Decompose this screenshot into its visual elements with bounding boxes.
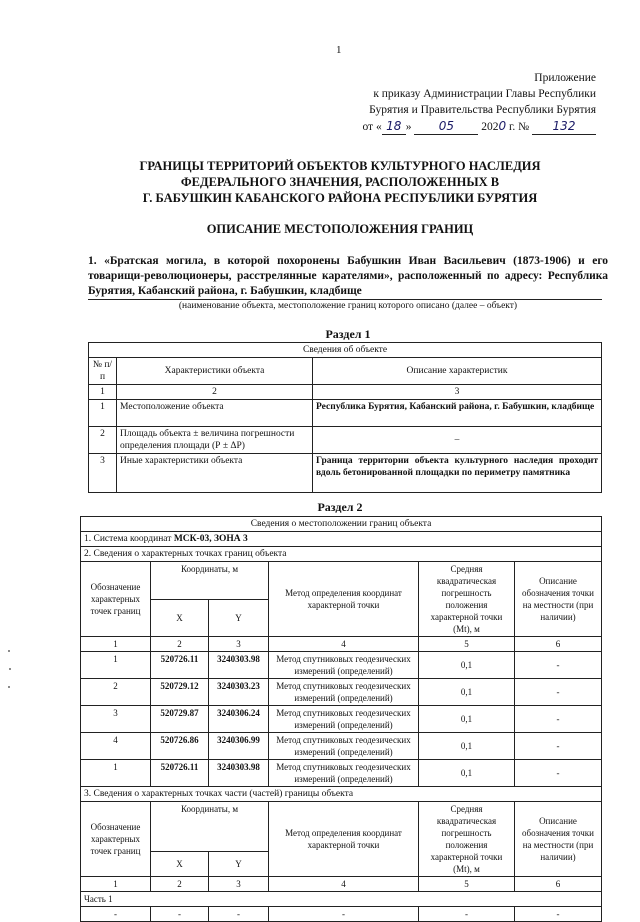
index-cell: 2	[117, 385, 313, 400]
point-id: 1	[81, 652, 151, 679]
part-col-x-header: X	[151, 852, 209, 877]
table-row	[81, 802, 602, 852]
coord-system-label: 1. Система координат	[84, 534, 172, 544]
annex-title: Приложение	[534, 72, 596, 84]
document-title	[60, 158, 620, 206]
row-number: 1	[89, 400, 117, 427]
index-cell: 6	[515, 637, 602, 652]
point-x: 520726.86	[151, 733, 209, 760]
point-x: 520726.11	[151, 760, 209, 787]
annex-line-1: к приказу Администрации Главы Республики	[373, 88, 596, 100]
index-cell: 5	[419, 877, 515, 892]
coord-system-row	[81, 532, 602, 547]
page-number: 1	[336, 44, 342, 56]
col-method-header: Метод определения координат характерной точки	[269, 562, 419, 637]
point-id: 4	[81, 733, 151, 760]
table-row	[89, 400, 602, 427]
table-row	[81, 532, 602, 547]
order-year-digit: 0	[498, 119, 507, 133]
col-error-header: Средняя квадратическая погрешность положения характерной точки (Mt), м	[419, 562, 515, 637]
section-2-header: Сведения о местоположении границ объекта	[81, 517, 602, 532]
point-method: Метод спутниковых геодезических измерений (определений)	[269, 652, 419, 679]
table-row	[81, 907, 602, 922]
index-cell: 1	[81, 877, 151, 892]
part-dash-cell: -	[419, 907, 515, 922]
point-method: Метод спутниковых геодезических измерений (определений)	[269, 706, 419, 733]
order-from: от «	[362, 121, 382, 133]
order-month: 05	[414, 118, 478, 135]
row-number: 3	[89, 454, 117, 493]
table-row	[81, 706, 602, 733]
col-desc-header: Описание обозначения точки на местности (при наличии)	[515, 562, 602, 637]
index-cell: 3	[209, 637, 269, 652]
table-row	[81, 652, 602, 679]
part-dash-cell: -	[81, 907, 151, 922]
row-characteristic: Иные характеристики объекта	[117, 454, 313, 493]
part-col-designation-header: Обозначение характерных точек границ	[81, 802, 151, 877]
point-x: 520729.12	[151, 679, 209, 706]
annex-block	[276, 70, 596, 135]
row-characteristic: Местоположение объекта	[117, 400, 313, 427]
point-y: 3240303.23	[209, 679, 269, 706]
table-row	[89, 343, 602, 358]
point-x: 520726.11	[151, 652, 209, 679]
row-description: Республика Бурятия, Кабанский района, г. Бабушкин, кладбище	[313, 400, 602, 427]
index-cell: 6	[515, 877, 602, 892]
table-row	[81, 517, 602, 532]
section-1-title: Раздел 1	[325, 327, 371, 341]
table-row	[89, 385, 602, 400]
row-description: –	[313, 427, 602, 454]
annex-order-line	[276, 118, 596, 135]
part-col-coords-header: Координаты, м	[151, 802, 269, 852]
part-col-error-header: Средняя квадратическая погрешность положения характерной точки (Mt), м	[419, 802, 515, 877]
point-method: Метод спутниковых геодезических измерений (определений)	[269, 760, 419, 787]
title-line-2: ФЕДЕРАЛЬНОГО ЗНАЧЕНИЯ, РАСПОЛОЖЕННЫХ В	[180, 175, 500, 189]
order-day: 18	[382, 118, 406, 135]
table-row	[81, 892, 602, 907]
table-row	[81, 637, 602, 652]
table-row	[81, 562, 602, 600]
object-description: 1. «Братская могила, в которой похоронены Бабушкин Иван Васильевич (1873-1906) и его товарищи-революционеры, расстрелянные карателями», расположенный по адресу: Республика Бурятия, Кабанский района, г. Бабушкин, кладбище	[88, 255, 608, 297]
point-mt: 0,1	[419, 733, 515, 760]
col-designation-header: Обозначение характерных точек границ	[81, 562, 151, 637]
document-subtitle: ОПИСАНИЕ МЕСТОПОЛОЖЕНИЯ ГРАНИЦ	[206, 222, 474, 236]
scan-speck	[8, 650, 10, 652]
index-cell: 4	[269, 637, 419, 652]
row-number: 2	[89, 427, 117, 454]
point-x: 520729.87	[151, 706, 209, 733]
point-id: 2	[81, 679, 151, 706]
object-underline	[88, 299, 602, 300]
order-quote-close: »	[405, 121, 412, 133]
point-method: Метод спутниковых геодезических измерений (определений)	[269, 679, 419, 706]
points-header: 2. Сведения о характерных точках границ объекта	[81, 547, 602, 562]
table-row	[81, 877, 602, 892]
point-y: 3240306.99	[209, 733, 269, 760]
part-dash-cell: -	[209, 907, 269, 922]
table-row	[81, 679, 602, 706]
part-dash-cell: -	[269, 907, 419, 922]
part-dash-cell: -	[151, 907, 209, 922]
part-col-method-header: Метод определения координат характерной точки	[269, 802, 419, 877]
point-mt: 0,1	[419, 706, 515, 733]
row-characteristic: Площадь объекта ± величина погрешности определения площади (Р ± ΔР)	[117, 427, 313, 454]
order-year-prefix: 202	[481, 121, 499, 133]
title-line-3: Г. БАБУШКИН КАБАНСКОГО РАЙОНА РЕСПУБЛИКИ БУРЯТИЯ	[142, 191, 538, 205]
col-coords-header: Координаты, м	[151, 562, 269, 600]
col-x-header: X	[151, 600, 209, 637]
part-dash-cell: -	[515, 907, 602, 922]
index-cell: 5	[419, 637, 515, 652]
point-y: 3240303.98	[209, 652, 269, 679]
table-row	[81, 760, 602, 787]
col-num-header: № п/п	[89, 358, 117, 385]
section-2-table	[80, 516, 602, 922]
index-cell: 2	[151, 637, 209, 652]
scan-speck	[9, 668, 11, 670]
section-1-header: Сведения об объекте	[89, 343, 602, 358]
table-row	[89, 358, 602, 385]
col-y-header: Y	[209, 600, 269, 637]
row-description: Граница территории объекта культурного наследия проходит вдоль бетонированной площадки по периметру памятника	[313, 454, 602, 493]
table-row	[81, 733, 602, 760]
point-method: Метод спутниковых геодезических измерений (определений)	[269, 733, 419, 760]
object-caption: (наименование объекта, местоположение границ которого описано (далее – объект)	[178, 301, 518, 311]
title-line-1: ГРАНИЦЫ ТЕРРИТОРИЙ ОБЪЕКТОВ КУЛЬТУРНОГО НАСЛЕДИЯ	[139, 159, 541, 173]
point-mt: 0,1	[419, 760, 515, 787]
point-y: 3240303.98	[209, 760, 269, 787]
order-year-suffix: г. №	[508, 121, 530, 133]
point-y: 3240306.24	[209, 706, 269, 733]
index-cell: 2	[151, 877, 209, 892]
point-mt: 0,1	[419, 679, 515, 706]
order-number: 132	[532, 118, 596, 135]
point-mt: 0,1	[419, 652, 515, 679]
part-points-header: 3. Сведения о характерных точках части (частей) границы объекта	[81, 787, 602, 802]
annex-line-2: Бурятия и Правительства Республики Бурятия	[369, 104, 596, 116]
table-row	[89, 427, 602, 454]
index-cell: 1	[89, 385, 117, 400]
part-col-y-header: Y	[209, 852, 269, 877]
index-cell: 3	[313, 385, 602, 400]
section-1-table	[88, 342, 602, 493]
table-row	[81, 547, 602, 562]
point-desc: -	[515, 652, 602, 679]
part-col-desc-header: Описание обозначения точки на местности (при наличии)	[515, 802, 602, 877]
point-id: 3	[81, 706, 151, 733]
index-cell: 4	[269, 877, 419, 892]
table-row	[81, 787, 602, 802]
table-row	[89, 454, 602, 493]
col-char-header: Характеристики объекта	[117, 358, 313, 385]
scan-speck	[8, 686, 10, 688]
index-cell: 3	[209, 877, 269, 892]
section-2-title: Раздел 2	[317, 500, 363, 514]
col-desc-header: Описание характеристик	[313, 358, 602, 385]
coord-system-value: МСК-03, ЗОНА 3	[173, 534, 248, 544]
point-desc: -	[515, 760, 602, 787]
point-desc: -	[515, 733, 602, 760]
index-cell: 1	[81, 637, 151, 652]
point-id: 1	[81, 760, 151, 787]
part-label: Часть 1	[81, 892, 602, 907]
point-desc: -	[515, 679, 602, 706]
point-desc: -	[515, 706, 602, 733]
